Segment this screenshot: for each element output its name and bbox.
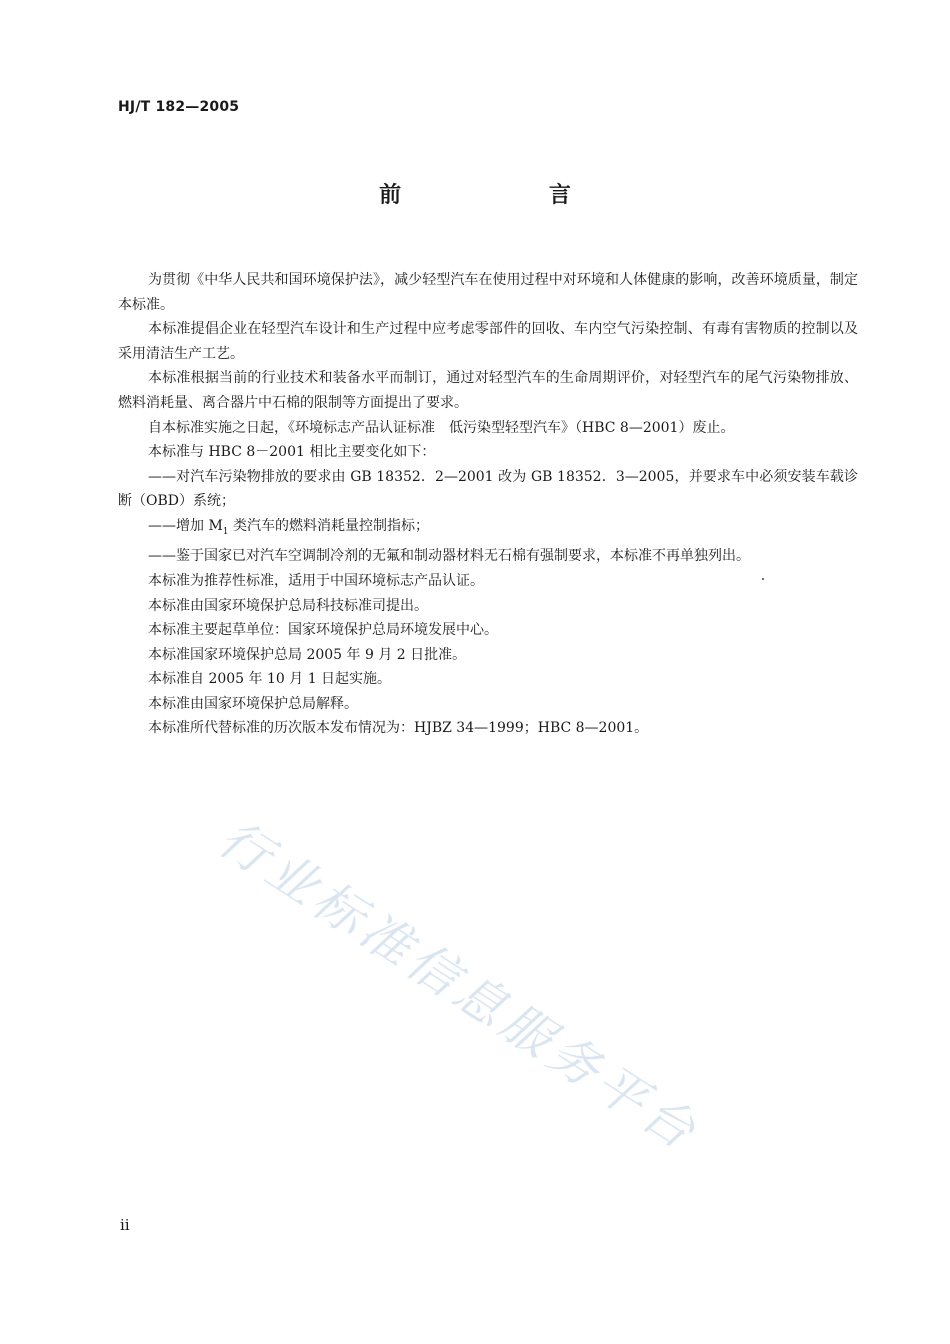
paragraph-interpretation: 本标准由国家环境保护总局解释。 — [148, 695, 358, 712]
paragraph-changes-intro: 本标准与 HBC 8－2001 相比主要变化如下： — [148, 444, 436, 461]
paragraph-purpose: 为贯彻《中华人民共和国环境保护法》，减少轻型汽车在使用过程中对环境和人体健康的影响，改善环境质量，制定本标准。 — [118, 272, 858, 313]
paragraph-effective: 本标准自 2005 年 10 月 1 日起实施。 — [148, 671, 392, 688]
change-item-refrigerant: ——鉴于国家已对汽车空调制冷剂的无氟和制动器材料无石棉有强制要求，本标准不再单独列出。 — [148, 548, 750, 565]
paragraph-proposed-by: 本标准由国家环境保护总局科技标准司提出。 — [148, 597, 428, 614]
foreword-body — [118, 268, 858, 741]
page-number: ⅱ — [120, 1216, 130, 1234]
change-item-fuel-prefix: ——增加 M — [148, 517, 223, 534]
document-code: HJ/T 182—2005 — [118, 99, 240, 115]
change-item-fuel-suffix: 类汽车的燃料消耗量控制指标； — [228, 517, 429, 534]
page-title: 前 言 — [379, 183, 641, 208]
change-item-emissions: ——对汽车污染物排放的要求由 GB 18352．2—2001 改为 GB 18352．3—2005，并要求车中必须安装车载诊断（OBD）系统； — [118, 468, 858, 510]
paragraph-approved: 本标准国家环境保护总局 2005 年 9 月 2 日批准。 — [148, 646, 467, 663]
paragraph-basis: 本标准根据当前的行业技术和装备水平而制订，通过对轻型汽车的生命周期评价，对轻型汽车的尾气污染物排放、燃料消耗量、离合器片中石棉的限制等方面提出了要求。 — [118, 370, 858, 411]
paragraph-history: 本标准所代替标准的历次版本发布情况为：HJBZ 34—1999；HBC 8—2001。 — [148, 720, 649, 737]
paragraph-abolish: 自本标准实施之日起，《环境标志产品认证标准 低污染型轻型汽车》（HBC 8—2001）废止。 — [148, 419, 735, 436]
watermark: 行业标准信息服务平台 — [208, 809, 710, 1163]
paragraph-drafting-unit: 本标准主要起草单位：国家环境保护总局环境发展中心。 — [148, 622, 498, 639]
paragraph-recommended: 本标准为推荐性标准，适用于中国环境标志产品认证。 — [148, 572, 484, 589]
subscript-1: 1 — [222, 526, 229, 537]
paragraph-advocacy: 本标准提倡企业在轻型汽车设计和生产过程中应考虑零部件的回收、车内空气污染控制、有毒有害物质的控制以及采用清洁生产工艺。 — [118, 321, 858, 362]
scan-speck — [762, 578, 764, 580]
change-item-fuel — [118, 514, 858, 544]
